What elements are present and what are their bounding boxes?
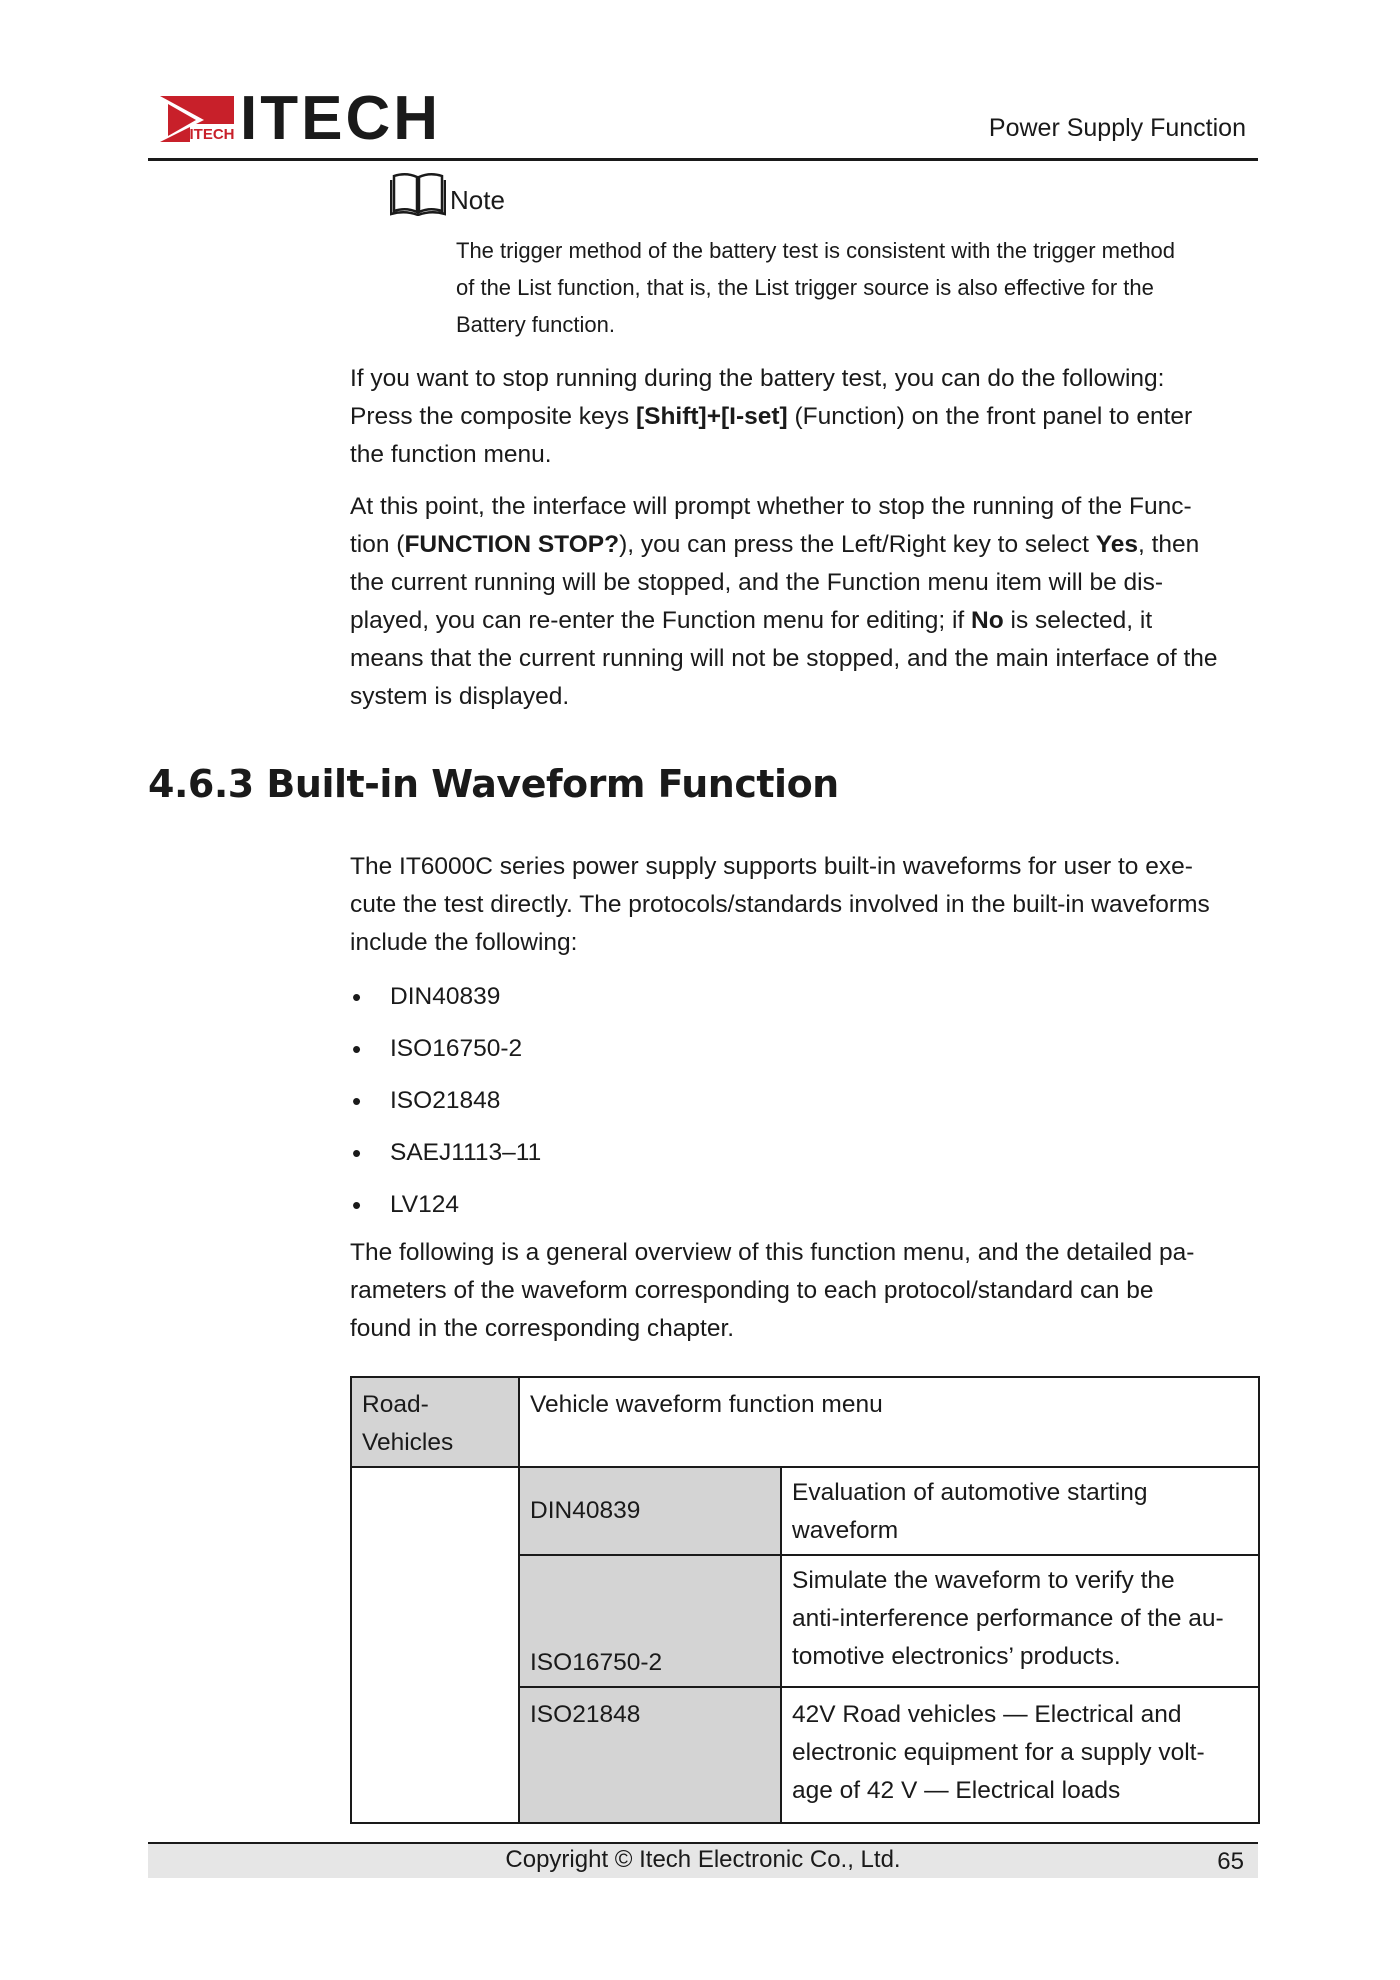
paragraph-line: cute the test directly. The protocols/standards involved in the built-in waveforms bbox=[350, 891, 1210, 918]
table-row-name: ISO16750-2 bbox=[520, 1556, 780, 1686]
paragraph-line: the current running will be stopped, and the Function menu item will be dis- bbox=[350, 569, 1164, 596]
table-divider bbox=[780, 1466, 782, 1822]
table-divider bbox=[352, 1466, 1258, 1468]
bullet-icon: • bbox=[352, 1034, 362, 1064]
table-divider bbox=[520, 1554, 1258, 1556]
paragraph-line: Press the composite keys [Shift]+[I-set] (Function) on the front panel to enter bbox=[350, 403, 1193, 430]
note-line: Battery function. bbox=[456, 312, 615, 337]
paragraph-line: At this point, the interface will prompt whether to stop the running of the Func- bbox=[350, 493, 1192, 520]
chapter-title: Power Supply Function bbox=[988, 114, 1246, 142]
standards-list bbox=[350, 978, 541, 1238]
list-item: • ISO16750-2 bbox=[350, 1030, 541, 1082]
note-line: The trigger method of the battery test is consistent with the trigger method bbox=[456, 238, 1176, 263]
section-heading: 4.6.3 Built-in Waveform Function bbox=[148, 762, 839, 806]
table-row-name: ISO21848 bbox=[520, 1688, 780, 1822]
logo-wordmark: ITECH bbox=[240, 84, 441, 153]
note-heading bbox=[390, 170, 505, 221]
paragraph-line: The IT6000C series power supply supports built-in waveforms for user to exe- bbox=[350, 853, 1193, 880]
copyright-text: Copyright © Itech Electronic Co., Ltd. bbox=[505, 1846, 901, 1873]
paragraph-line: include the following: bbox=[350, 929, 578, 956]
bullet-icon: • bbox=[352, 1086, 362, 1116]
note-line: of the List function, that is, the List trigger source is also effective for the bbox=[456, 275, 1154, 300]
paragraph-line: found in the corresponding chapter. bbox=[350, 1315, 735, 1342]
page-header bbox=[148, 84, 1258, 161]
note-label: Note bbox=[450, 185, 505, 215]
page-footer bbox=[148, 1842, 1258, 1878]
paragraph-line: the function menu. bbox=[350, 441, 552, 468]
paragraph-line: system is displayed. bbox=[350, 683, 570, 710]
svg-text:ITECH: ITECH bbox=[189, 126, 234, 142]
bullet-icon: • bbox=[352, 1138, 362, 1168]
page-number: 65 bbox=[1217, 1848, 1244, 1875]
function-stop-term: FUNCTION STOP? bbox=[404, 531, 620, 558]
paragraph-line: played, you can re-enter the Function menu for editing; if No is selected, it bbox=[350, 607, 1153, 634]
paragraph-line: rameters of the waveform corresponding to each protocol/standard can be bbox=[350, 1277, 1154, 1304]
table-row-description: 42V Road vehicles — Electrical and electronic equipment for a supply volt- age of 42 V — Electrical loads bbox=[792, 1701, 1205, 1804]
table-row-description: Evaluation of automotive starting waveform bbox=[792, 1479, 1148, 1544]
table-header-menu: Vehicle waveform function menu bbox=[530, 1391, 883, 1418]
bullet-icon: • bbox=[352, 982, 362, 1012]
itech-logo-mark-icon bbox=[160, 96, 234, 142]
intro-paragraph bbox=[350, 848, 1260, 962]
table-row-description: Simulate the waveform to verify the anti-interference performance of the au- tomotive electronics’ products. bbox=[792, 1567, 1224, 1670]
waveform-menu-table bbox=[350, 1376, 1260, 1824]
yes-term: Yes bbox=[1095, 531, 1138, 558]
paragraph-line: means that the current running will not be stopped, and the main interface of the bbox=[350, 645, 1218, 672]
overview-paragraph bbox=[350, 1234, 1260, 1348]
stop-instructions-paragraph bbox=[350, 360, 1260, 474]
book-icon bbox=[390, 170, 446, 221]
list-item: • ISO21848 bbox=[350, 1082, 541, 1134]
no-term: No bbox=[971, 607, 1004, 634]
paragraph-line: If you want to stop running during the battery test, you can do the following: bbox=[350, 365, 1165, 392]
table-divider bbox=[518, 1378, 520, 1822]
paragraph-line: The following is a general overview of this function menu, and the detailed pa- bbox=[350, 1239, 1195, 1266]
list-item: • DIN40839 bbox=[350, 978, 541, 1030]
table-row-name: DIN40839 bbox=[520, 1468, 780, 1554]
paragraph-line: tion (FUNCTION STOP?), you can press the Left/Right key to select Yes, then bbox=[350, 531, 1200, 558]
list-item: • LV124 bbox=[350, 1186, 541, 1238]
note-text bbox=[456, 232, 1236, 343]
table-header-road-vehicles: Road- Vehicles bbox=[352, 1378, 518, 1466]
function-stop-paragraph bbox=[350, 488, 1260, 716]
list-item: • SAEJ1113–11 bbox=[350, 1134, 541, 1186]
bullet-icon: • bbox=[352, 1190, 362, 1220]
table-empty-cell bbox=[352, 1468, 518, 1822]
itech-logo bbox=[160, 84, 441, 153]
key-combination: [Shift]+[I-set] bbox=[635, 403, 788, 430]
table-divider bbox=[520, 1686, 1258, 1688]
